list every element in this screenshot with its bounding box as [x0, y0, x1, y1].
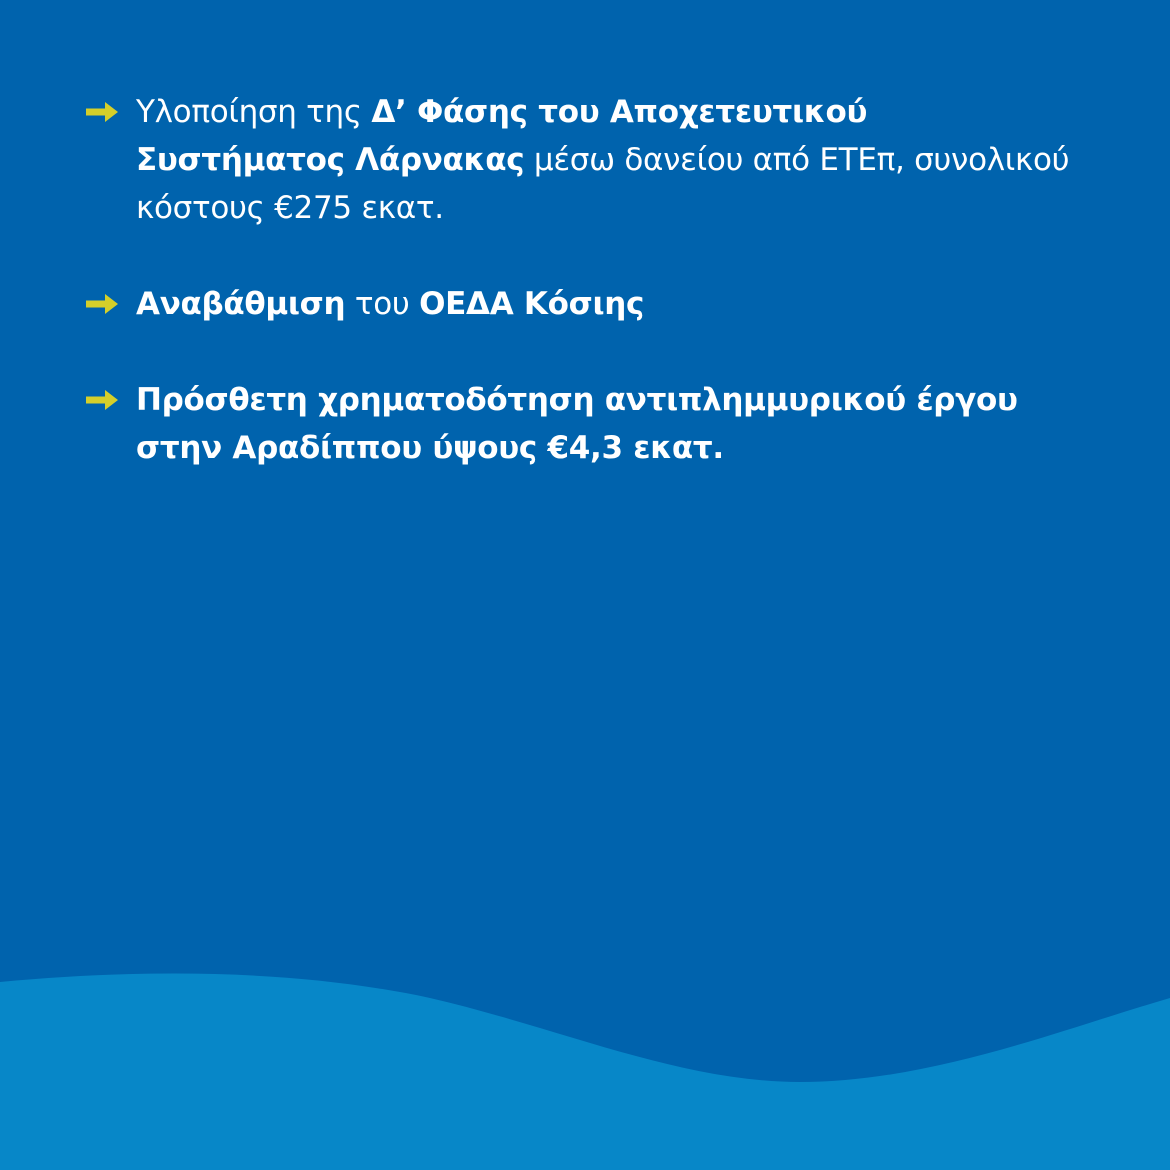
- arrow-right-icon: [86, 100, 120, 124]
- decorative-wave: [0, 970, 1170, 1170]
- bullet-item-kosi-upgrade: [86, 280, 1086, 328]
- bullet-item-aradippou-flood: [86, 376, 1086, 472]
- bullet-text-bold: ΟΕΔΑ Κόσιης: [419, 286, 645, 322]
- bullet-item-larnaca-sewerage: [86, 88, 1086, 232]
- bullet-list: [86, 88, 1086, 472]
- bullet-text-bold: Αναβάθμιση: [136, 286, 346, 322]
- bullet-text-regular: μέσω δανείου από ΕΤΕπ, συνολικού κόστους €275 εκατ.: [136, 142, 1070, 226]
- bullet-text-bold: Δ’ Φάσης του Αποχετευτικού Συστήματος Λάρνακας: [136, 94, 868, 178]
- bullet-text-regular: του: [345, 286, 420, 322]
- bullet-text-bold: Πρόσθετη χρηματοδότηση αντιπλημμυρικού έργου στην Αραδίππου ύψους €4,3 εκατ.: [136, 382, 1018, 466]
- arrow-right-icon: [86, 388, 120, 412]
- bullet-text-regular: Υλοποίηση της: [136, 94, 372, 130]
- arrow-right-icon: [86, 292, 120, 316]
